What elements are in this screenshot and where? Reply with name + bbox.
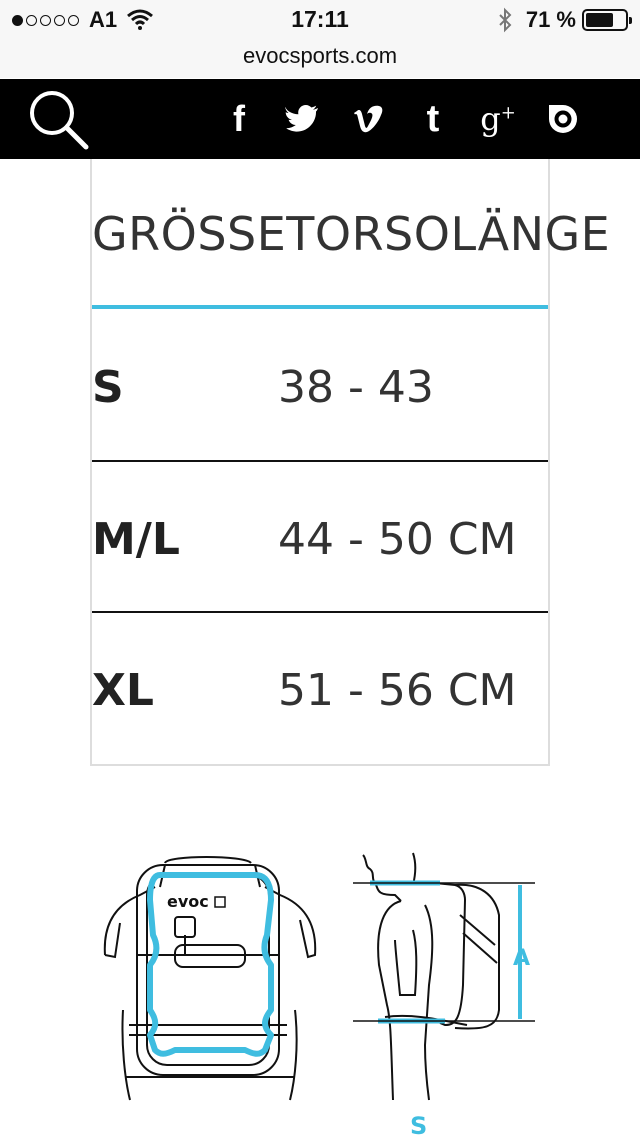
row-size: M/L <box>92 514 180 565</box>
header-accent-line <box>92 305 548 309</box>
url-bar[interactable]: evocsports.com <box>0 40 640 78</box>
row-divider <box>92 611 548 613</box>
vimeo-icon[interactable] <box>347 97 391 141</box>
search-icon[interactable] <box>26 87 90 151</box>
row-size: S <box>92 362 124 413</box>
site-nav <box>0 79 640 159</box>
row-divider <box>92 460 548 462</box>
brand-logo: evoc <box>167 892 209 911</box>
carrier-name: A1 <box>89 7 118 32</box>
row-torso-length: 44 - 50 CM <box>278 514 517 565</box>
side-view-figure <box>363 853 499 1100</box>
google-plus-icon[interactable]: g+ <box>480 100 516 138</box>
battery-percent: 71 % <box>525 7 576 32</box>
status-bar <box>0 0 640 40</box>
row-torso-length: 51 - 56 CM <box>278 665 517 716</box>
clock: 17:11 <box>291 6 349 32</box>
size-table <box>90 159 611 766</box>
row-size: XL <box>92 665 154 716</box>
twitter-icon[interactable] <box>281 97 325 141</box>
backpack-fit-illustration <box>95 845 555 1100</box>
back-view-figure <box>105 857 315 1100</box>
measure-label: A <box>513 946 531 971</box>
battery-level <box>586 13 613 27</box>
bluetooth-icon <box>498 8 512 32</box>
battery-icon <box>582 9 628 31</box>
status-right <box>498 7 628 33</box>
tumblr-icon[interactable]: t <box>426 98 440 140</box>
issuu-icon[interactable] <box>541 97 585 141</box>
row-torso-length: 38 - 43 <box>278 362 434 413</box>
size-caption: S <box>410 1112 428 1140</box>
table-header: GRÖSSETORSOLÄNGE <box>92 207 611 261</box>
facebook-icon[interactable]: f <box>233 98 245 139</box>
